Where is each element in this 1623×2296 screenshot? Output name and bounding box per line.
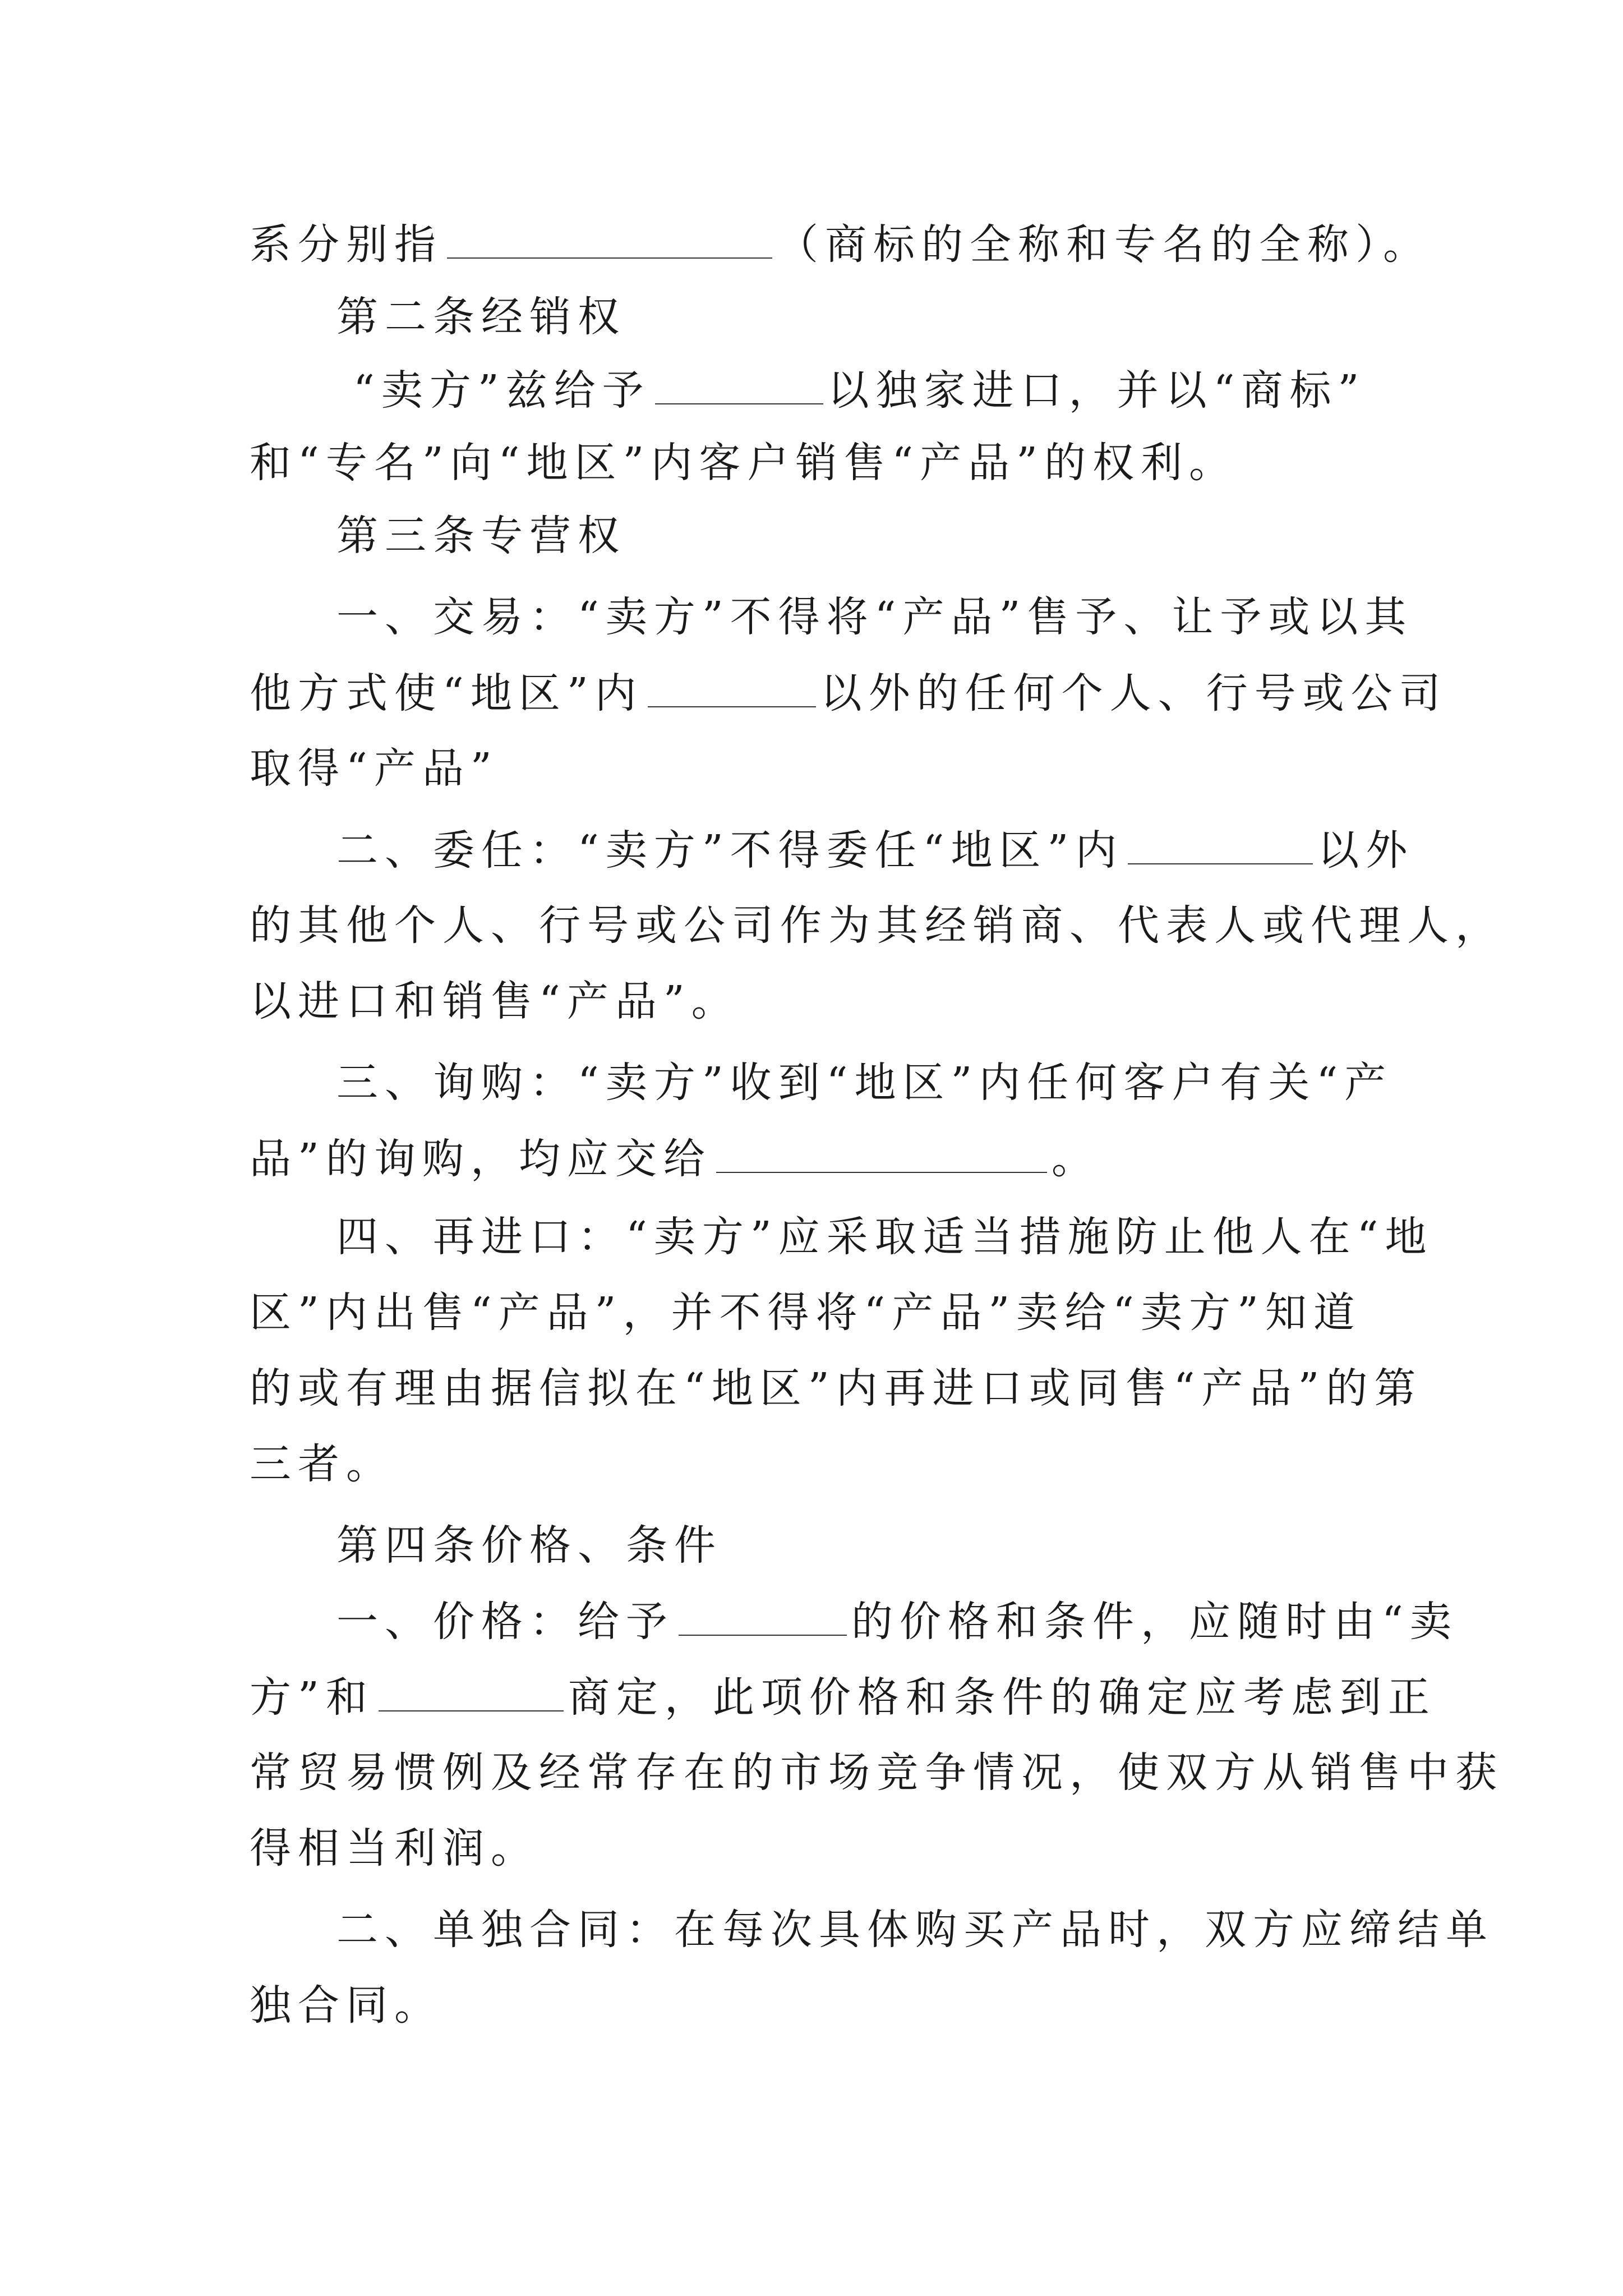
paragraph-line [353,362,1366,418]
paragraph-line: 区”内出售“产品”，并不得将“产品”卖给“卖方”知道 [250,1289,1362,1337]
text-segment: 的价格和条件，应随时由“卖 [851,1598,1458,1646]
article-heading: 第二条经销权 [336,293,626,341]
article-heading: 第三条专营权 [336,512,626,560]
text-segment: 以外的任何个人、行号或公司 [820,669,1447,717]
paragraph-line [336,822,1414,878]
paragraph-line: 四、再进口：“卖方”应采取适当措施防止他人在“地 [336,1213,1433,1261]
paragraph-line: 一、交易：“卖方”不得将“产品”售予、让予或以其 [336,593,1413,641]
text-segment: 他方式使“地区”内 [250,669,643,717]
paragraph-line [250,665,1447,721]
text-segment: 系分别指 [250,220,442,269]
paragraph-line: 取得“产品” [250,744,499,793]
paragraph-line [250,1130,1100,1186]
paragraph-line [250,216,1431,272]
paragraph-line [250,1669,1436,1725]
paragraph-line: 的其他个人、行号或公司作为其经销商、代表人或代理人， [250,901,1504,950]
fill-in-blank[interactable] [655,362,823,404]
paragraph-line: 三者。 [250,1440,394,1488]
paragraph-line: 三、询购：“卖方”收到“地区”内任何客户有关“产 [336,1059,1393,1107]
paragraph-line: 以进口和销售“产品”。 [250,977,740,1025]
paragraph-line: 常贸易惯例及经常存在的市场竞争情况，使双方从销售中获 [250,1749,1504,1797]
paragraph-line: 的或有理由据信拟在“地区”内再进口或同售“产品”的第 [250,1364,1423,1412]
paragraph-line: 得相当利润。 [250,1824,539,1872]
text-segment: （商标的全称和专名的全称）。 [777,220,1431,269]
text-segment: 品”的询购，均应交给 [250,1135,712,1183]
fill-in-blank[interactable] [648,665,816,707]
paragraph-line: 二、单独合同：在每次具体购买产品时，双方应缔结单 [336,1906,1494,1954]
fill-in-blank[interactable] [379,1669,564,1711]
text-segment: 商定，此项价格和条件的确定应考虑到正 [568,1673,1436,1722]
text-segment: 方”和 [250,1673,374,1722]
paragraph-line [336,1593,1458,1649]
paragraph-line: 和“专名”向“地区”内客户销售“产品”的权利。 [250,439,1237,487]
text-segment: 一、价格：给予 [336,1598,674,1646]
fill-in-blank[interactable] [447,216,772,259]
paragraph-line: 独合同。 [250,1981,442,2030]
fill-in-blank[interactable] [1128,822,1313,864]
text-segment: 以外 [1317,826,1414,875]
text-segment: 。 [1051,1135,1100,1183]
article-heading: 第四条价格、条件 [336,1521,722,1570]
fill-in-blank[interactable] [679,1593,847,1636]
text-segment: 二、委任：“卖方”不得委任“地区”内 [336,826,1124,875]
fill-in-blank[interactable] [716,1130,1047,1173]
text-segment: 以独家进口，并以“商标” [827,366,1366,415]
text-segment: “卖方”兹给予 [353,366,651,415]
